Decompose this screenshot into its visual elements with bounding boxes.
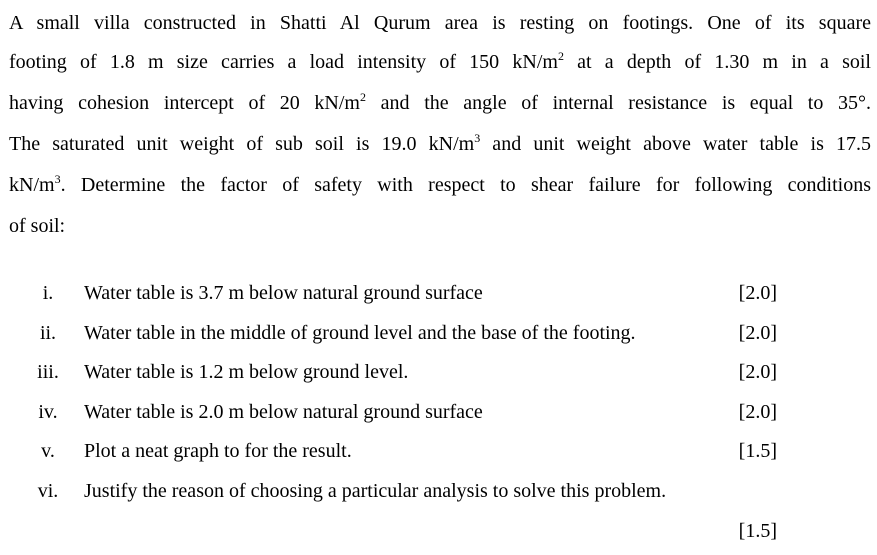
item-marks: [2.0] <box>738 282 777 304</box>
item-text: Justify the reason of choosing a particular analysis to solve this problem. <box>84 480 667 502</box>
problem-line-5: $kN/m^3$. Determine the factor of safety with respect to shear failure for following conditions <box>9 172 871 196</box>
problem-line-1: A small villa constructed in Shatti Al Qurum area is resting on footings. One of its square <box>9 12 871 34</box>
problem-statement <box>9 4 871 246</box>
item-marks: [1.5] <box>738 440 777 462</box>
problem-line-4: The saturated unit weight of sub soil is 19.0 $kN/m^3$ and unit weight above water table is 17.5 <box>9 131 871 155</box>
item-text: Water table in the middle of ground level and the base of the footing. <box>84 322 636 344</box>
list-item <box>0 392 877 432</box>
list-item <box>0 313 877 353</box>
superscript: 3 <box>474 131 481 145</box>
problem-line-3: having cohesion intercept of 20 $kN/m^2$ and the angle of internal resistance is equal to 35°. <box>9 90 871 114</box>
item-marks: [2.0] <box>738 322 777 344</box>
item-marks: [2.0] <box>738 361 777 383</box>
superscript: 2 <box>360 90 366 104</box>
item-number: iv. <box>38 401 58 423</box>
item-text: Water table is 3.7 m below natural ground surface <box>84 282 483 304</box>
problem-line-2: footing of 1.8 m size carries a load intensity of 150 $kN/m^2$ at a depth of 1.30 m in a soil <box>9 49 871 73</box>
item-marks: [2.0] <box>738 401 777 423</box>
superscript: 3 <box>54 172 61 186</box>
item-text: Water table is 2.0 m below natural ground surface <box>84 401 483 423</box>
list-item <box>0 471 877 542</box>
list-item <box>0 352 877 392</box>
problem-line-6: of soil: <box>9 215 66 237</box>
item-number: ii. <box>39 322 57 344</box>
list-item <box>0 431 877 471</box>
item-number: iii. <box>37 361 59 383</box>
item-text: Plot a neat graph to for the result. <box>84 440 352 462</box>
item-marks: [1.5] <box>738 520 777 542</box>
item-text: Water table is 1.2 m below ground level. <box>84 361 409 383</box>
list-item <box>0 273 877 313</box>
item-number: vi. <box>37 480 59 502</box>
superscript: 2 <box>557 49 564 63</box>
item-number: v. <box>41 440 55 462</box>
item-number: i. <box>42 282 54 304</box>
